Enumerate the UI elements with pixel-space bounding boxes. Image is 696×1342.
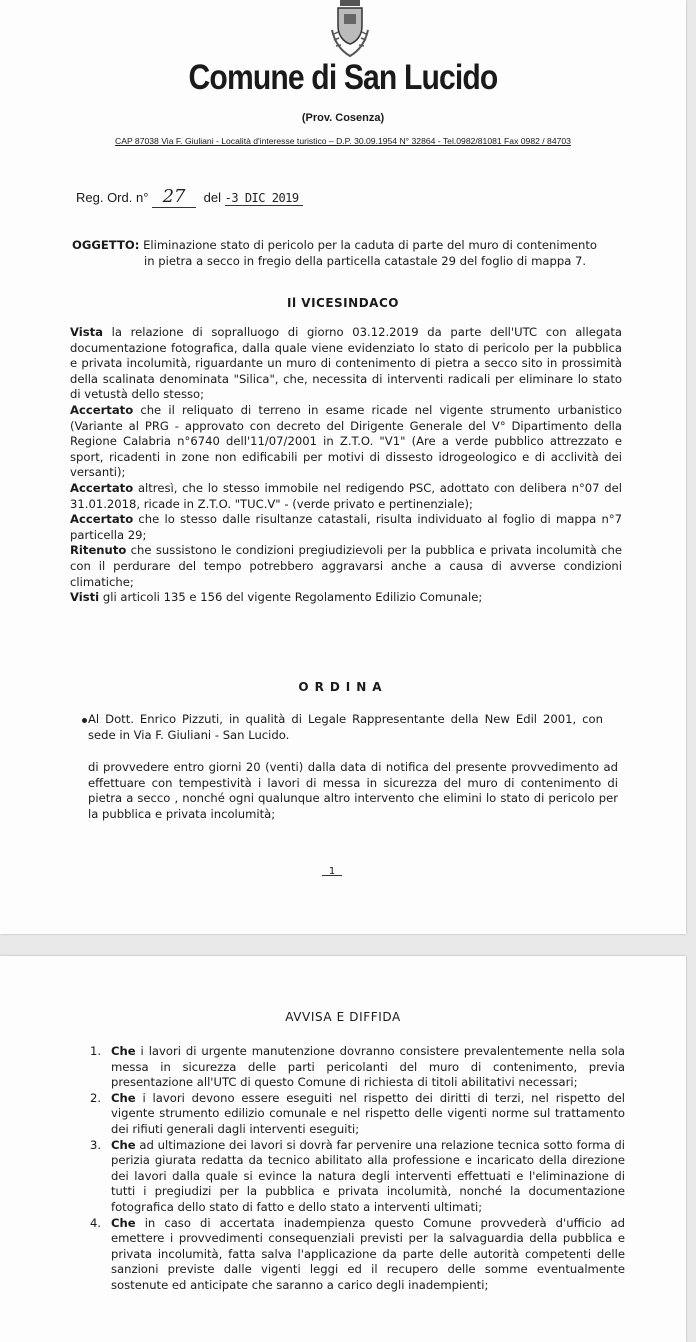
province-label: (Prov. Cosenza) [301,112,385,124]
reg-number: 27 [152,186,196,208]
premise-lead: Accertato [70,402,134,417]
premise-text: che il reliquato di terreno in esame ricade nel vigente strumento urbanistico (Variante al PRG - approvato con decreto del Dirigente Generale del V° Dipartimento della Regione Calabria n°6740 dell'11/07/2001 in Z.T.O. "V1" (Are a verde pubblico attrezzato e sport, ricadenti in zone non edificabili per motivi di dissesto idrogeologico e di acclività dei versanti); [70,402,622,480]
municipality-title: Comune di San Lucido [188,58,498,97]
list-lead: Che [111,1215,136,1230]
list-lead: Che [111,1090,136,1105]
premise-paragraph [70,512,622,543]
reg-label: Reg. Ord. n° [76,190,149,205]
premise-paragraph [70,403,622,481]
page-number-text: 1 [328,866,336,877]
document-page-2 [0,956,686,1342]
premise-lead: Vista [70,325,104,339]
del-label: del [203,190,222,205]
list-text: i lavori di urgente manutenzione dovranno consistere prevalentemente nella sola messa in sicurezza delle parti pericolanti del muro di contenimento, previa presentazione all'UTC di questo Comune di richiesta di titoli abilitativi necessari; [111,1044,625,1090]
list-number: 1. [90,1044,102,1058]
premise-lead: Visti [70,590,100,605]
list-number: 3. [90,1137,102,1152]
premise-lead: Accertato [70,480,134,495]
avvisa-heading: AVVISA E DIFFIDA [285,1010,401,1024]
premise-paragraph [70,543,622,590]
list-text: ad ultimazione dei lavori si dovrà far pervenire una relazione tecnica sotto forma di perizia giurata redatta da tecnico abilitato alla professione e incaricato della direzione dei lavori dalla quale si evince la natura degli interventi effettuati e l'eliminazione di tutti i pregiudizi per la pubblica e privata incolumità, nonché la documentazione fotografica dello stato di fatto e dello stato a interventi ultimati; [111,1137,625,1214]
list-item [90,1091,625,1138]
subject-label: OGGETTO: [72,238,140,252]
premise-lead: Ritenuto [70,543,127,558]
signatory-title: Il VICESINDACO [287,296,399,310]
page-number [322,866,342,887]
premise-text: la relazione di sopralluogo di giorno 03.12.2019 da parte dell'UTC con allegata documentazione fotografica, dalla quale viene evidenziato lo stato di pericolo per la pubblica e privata incolumità, riguardante un muro di contenimento di pietra a secco sito in prossimità della scalinata denominata "Silica", che, necessita di interventi radicali per eliminare lo stato di vetustà dello stesso; [70,325,622,402]
list-item [90,1138,625,1216]
list-number: 2. [90,1090,102,1105]
registration-line [76,186,303,208]
list-text: in caso di accertata inadempienza questo Comune provvederà d'ufficio ad emettere i provvedimenti consequenziali previsti per la salvaguardia della pubblica e privata incolumità, fatta salva l'applicazione da parte delle autorità competenti delle sanzioni previste dalle vigenti leggi ed il recupero delle somme eventualmente sostenute ed anticipate che saranno a carico degli inadempienti; [111,1215,625,1292]
warnings-list [90,1044,625,1294]
subject-block [72,238,617,269]
list-number: 4. [90,1215,102,1230]
premise-text: gli articoli 135 e 156 del vigente Regolamento Edilizio Comunale; [99,590,483,605]
premises-block [70,325,622,606]
order-text: di provvedere entro giorni 20 (venti) dalla data di notifica del presente provvedimento ad effettuare con tempestività i lavori di messa in sicurezza del muro di contenimento di pietra a secco , nonché ogni qualunque altro intervento che elimini lo stato di pericolo per la pubblica e privata incolumità; [88,760,618,821]
premise-lead: Accertato [70,512,134,527]
premise-paragraph [70,481,622,512]
bullet-dot-icon [82,718,87,723]
address-line: CAP 87038 Via F. Giuliani - Località d'interesse turistico – D.P. 30.09.1954 N° 32864 - Tel.0982/81081 Fax 0982 / 84703 [115,136,571,146]
municipal-crest-icon [326,0,374,58]
reg-date-stamp: -3 DIC 2019 [225,191,303,206]
subject-line-1: Eliminazione stato di pericolo per la caduta di parte del muro di contenimento [143,238,598,252]
premise-paragraph [70,590,622,606]
premise-text: altresì, che lo stesso immobile nel redigendo PSC, adottato con delibera n°07 del 31.01.2018, ricade in Z.T.O. "TUC.V" - (verde privato e pertinenziale); [70,480,622,511]
addressee-bullet [88,712,603,743]
subject-line-2: in pietra a secco in fregio della particella catastale 29 del foglio di mappa 7. [144,253,587,268]
list-item [90,1216,625,1294]
addressee-text: Al Dott. Enrico Pizzuti, in qualità di Legale Rappresentante della New Edil 2001, con sede in Via F. Giuliani - San Lucido. [88,712,603,742]
premise-paragraph [70,325,622,403]
list-lead: Che [111,1137,136,1152]
list-item [90,1044,625,1091]
premise-text: che lo stesso dalle risultanze catastali, risulta individuato al foglio di mappa n°7 particella 29; [70,512,622,542]
list-text: i lavori devono essere eseguiti nel rispetto dei diritti di terzi, nel rispetto del vigente strumento edilizio comunale e nel rispetto delle vigenti norme sul trattamento dei rifiuti generali dagli interventi eseguiti; [111,1090,625,1136]
ordina-heading: ORDINA [298,680,388,694]
list-lead: Che [111,1044,136,1058]
premise-text: che sussistono le condizioni pregiudizievoli per la pubblica e privata incolumità che con il perdurare del tempo potrebbero aggravarsi anche a causa di avverse condizioni climatiche; [70,543,622,589]
